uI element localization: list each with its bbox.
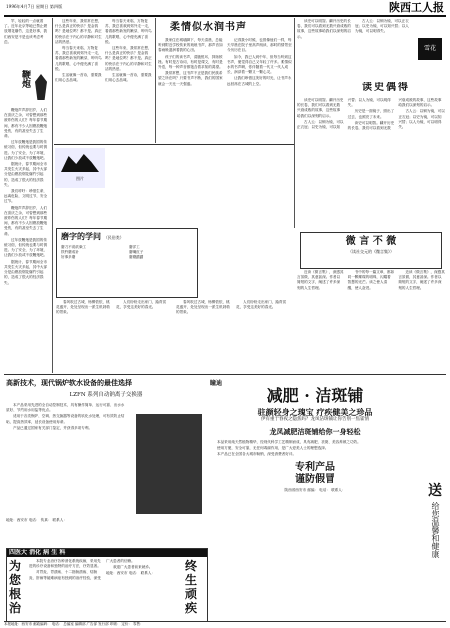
boiler-ad-headline: 高新技术，现代锅炉软水设备的最佳选择 <box>6 378 132 387</box>
footer-strip <box>4 621 446 628</box>
article1-para: 孩子们的读书声，清脆悦耳，抑扬顿挫。有时是古诗词，有时是课文，有时是外语，每一种声音都饱含着求知的渴望。 <box>158 54 223 70</box>
col-mid-para: 生活就像一首诗，需要我们用心去品味。 <box>55 73 102 83</box>
footer-text: 本报地址：西安市 邮政编码： 电话： 总编室 编辑部 广告部 发行部 印刷： 定价： 零售： <box>4 622 144 626</box>
weiyan-title: 微 言 不 微 <box>345 236 397 247</box>
right-col-top <box>297 19 409 71</box>
knowledge-byline: （民俗类） <box>103 235 124 240</box>
weiyan-para: 近读《微言集》，深感其言虽微，其意甚深。作者以简短的文字，阐述了许多深刻的人生哲理。 <box>398 270 445 290</box>
column-divider <box>294 18 295 228</box>
hospital-ad <box>6 548 208 622</box>
col-mid-para: 每当春天来临，万物复苏，我总喜欢到郊外走一走，看看那些新发的嫩芽，听听鸟儿的歌唱，心中便充满了喜悦。 <box>105 19 152 44</box>
bottom-left-para: 春风吹过古城，杨柳依依，桃花盛开，处处呈现出一派生机勃勃的景象。 <box>56 300 110 315</box>
cosmetic-mid-slogan: 龙凤减肥洁斑铺给你一身轻松 <box>269 427 361 436</box>
picture-caption: 图片 <box>76 176 84 181</box>
knowledge-item: 磨磨蹭蹭 <box>129 255 144 260</box>
masthead-rule <box>4 15 446 17</box>
cosmetic-sub-slogan: 伊有重于春夜之隐焦吗？龙凤洁斑铺让你告别一焦霍情 <box>261 417 369 422</box>
weiyan-para: 书中的每一篇文章，都如同一颗璀璨的明珠，闪耀着智慧的光芒。读之使人清醒，使人奋进。 <box>347 270 395 290</box>
hospital-left-char: 您 <box>9 573 22 587</box>
boiler-ad-para: 本产品采用先进的全自动控制技术，具有操作简单、运行可靠、出水水质好、节约用水用盐等优点。 <box>6 403 125 413</box>
col-left-figure-icon <box>35 74 47 100</box>
col-left-para: 鞭炮声声辞旧岁，人们在喜庆之余，可曾想到那些被炸伤的人们？每年春节期间，都有不少人因燃放鞭炮受伤，有的甚至失去了生命。 <box>4 108 48 139</box>
col-mid-para: 这些年来，我常常在想，什么是真正的快乐？是金钱吗？是地位吗？都不是。真正的快乐在于内心的平静和对生活的热爱。 <box>55 19 102 44</box>
col-left-top <box>4 19 50 67</box>
article1-para: 我家住在城墙脚下，每天清晨，总能听到附近学校传来的琅琅书声，那声音如春雨般滋润着我的心田。 <box>158 38 223 53</box>
vertical-slogan-text: 给您温馨和健康 <box>431 502 440 558</box>
knowledge-item: 磨嘴皮子 <box>129 250 144 255</box>
hospital-para: 欢迎广大患者前来就诊。 <box>113 565 153 570</box>
right-col-sub-heading: 读史偶得 <box>362 82 410 93</box>
cosmetic-brand-tag: 瞳迪 <box>210 380 223 387</box>
col-left-heading-block <box>5 68 51 106</box>
col-mid-para: 生活就像一首诗，需要我们用心去品味。 <box>105 73 152 83</box>
cosmetic-para: 本产品已在全国各大城市畅销，深受消费者好评。 <box>217 452 297 457</box>
col-left-para: 据统计，春节期间全市共发生火灾多起，其中大部分是由燃放烟花爆竹引起的，造成了很大的经济损失。 <box>4 259 48 285</box>
col-left-para: 竿，轻轻的一点就着了。近年北京等地已禁止燃放烟花爆竹，这是好事，我们西安是不是也该考虑考虑。 <box>4 19 48 44</box>
picture-block <box>55 148 105 188</box>
col-mid-2 <box>105 19 153 141</box>
hospital-left-char: 治 <box>9 601 22 615</box>
knowledge-item: 磨洋工 <box>129 245 140 249</box>
knowledge-box-title <box>57 229 197 245</box>
right-col-para: 古人云：以铜为镜，可以正衣冠；以史为镜，可以知兴替；以人为镜，可以明得失。 <box>398 109 445 130</box>
knowledge-box <box>56 228 198 298</box>
col-left-heading: 鞭炮 <box>20 70 30 88</box>
hospital-body <box>29 559 179 619</box>
knowledge-item: 磨刀不误砍柴工 <box>61 245 87 249</box>
cosmetic-body <box>210 440 420 458</box>
right-col-para: 读史可以明智。翻开历史的长卷，我们可以看到无数兴衰成败的故事，这些故事给我们以深刻的启示。 <box>297 19 351 39</box>
col-left-para: 我们呼吁：珍惜生命，远离危险，文明过节，安全过节。 <box>4 189 48 204</box>
cosmetic-contact: 陕西省西安市 邮编： 电话： 联系人： <box>284 487 346 492</box>
section-rule <box>54 144 294 145</box>
hospital-para: 本院专业治疗各种消化系统疾病，采用先进的诊疗设备和独特的治疗方法，疗效显著。 <box>29 559 101 569</box>
article1-title: 柔情似水润书声 <box>170 22 247 33</box>
hospital-para: 对胃炎、胃溃疡、十二指肠溃疡、结肠炎、肝病等疑难病症有独到的治疗经验，深受广大患者的信赖。 <box>29 559 135 580</box>
weiyan-subtitle: （读社交元的《微言集》） <box>348 249 394 254</box>
bottom-left-col <box>56 300 292 370</box>
right-col-seal: 雪花 <box>418 38 442 60</box>
col-left-para: 鞭炮声声辞旧岁，人们在喜庆之余，可曾想到那些被炸伤的人们？每年春节期间，都有不少人因燃放鞭炮受伤，有的甚至失去了生命。 <box>4 205 48 236</box>
hospital-left-char: 为 <box>9 559 22 573</box>
boiler-ad-product: LZFN 系列自动钠离子交换器 <box>69 392 143 398</box>
column-divider <box>155 18 156 143</box>
boiler-ad <box>6 378 206 546</box>
right-col-para: 读史可以明智。翻开历史的长卷，我们可以看到无数兴衰成败的故事，这些故事给我们以深刻的启示。 <box>347 98 442 131</box>
bottom-left-para: 人们纷纷走出家门，踏青赏花，享受这美好的春光。 <box>116 300 167 310</box>
masthead-paper-name: 陕西工人报 <box>389 1 444 14</box>
article1-para: 我常常想，这书声不正是我们民族希望之所在吗？只要书声不断，我们的国家就会一天比一天强盛。 <box>158 71 223 86</box>
hospital-contact: 地址：西安市 电话： 联系人： <box>106 571 156 576</box>
cosmetic-para: 使用方便，安全可靠，无任何毒副作用，是广大爱美人士的理想选择。 <box>217 446 329 451</box>
weiyan-block <box>300 232 442 269</box>
col-left-para: 过年放鞭炮是我国的传统习俗，但传统也要与时俱进。为了安全，为了环境，让我们少放或不放鞭炮吧。 <box>4 140 48 160</box>
col-left-para: 过年放鞭炮是我国的传统习俗，但传统也要与时俱进。为了安全，为了环境，让我们少放或不放鞭炮吧。 <box>4 237 48 258</box>
article1-para: 如今，我已人到中年，但每当听到这书声，便觉得自己又年轻了许多。柔情似水的书声啊，你伴随着一代又一代人成长，润泽着一颗又一颗心灵。 <box>227 54 292 75</box>
col-mid-para: 这些年来，我常常在想，什么是真正的快乐？是金钱吗？是地位吗？都不是。真正的快乐在于内心的平静和对生活的热爱。 <box>105 46 152 71</box>
col-mid <box>55 19 103 141</box>
cosmetic-ad <box>210 378 420 588</box>
cosmetic-slogan: 驻颜轻身之瑰宝 疗疾健美之珍品 <box>257 407 373 417</box>
vertical-slogan-big: 送 <box>428 483 442 499</box>
cosmetic-para: 本品采用纯天然植物精华，经现代科学工艺精制而成，具有减肥、祛斑、美容养颜之功效。 <box>217 440 361 444</box>
cosmetic-warning: 谨防假冒 <box>295 473 335 485</box>
vertical-slogan <box>422 480 448 620</box>
cosmetic-patent: 专利产品 <box>295 461 335 473</box>
article1-para: 让我们珍惜这美好的时光，让书声永远回荡在古城的上空。 <box>227 76 292 86</box>
boiler-ad-para: 产品已通过国家有关部门鉴定，并获得多项专利。 <box>13 425 93 430</box>
section-rule <box>4 374 446 375</box>
col-left-body <box>4 108 50 368</box>
bottom-left-para: 人们纷纷走出家门，踏青赏花，享受这美好的春光。 <box>236 300 287 310</box>
picture-graphic <box>61 152 99 172</box>
knowledge-item: 好事多磨 <box>61 255 76 260</box>
knowledge-item: 铁杵磨成针 <box>61 250 79 255</box>
right-col-body <box>297 98 445 228</box>
weiyan-body <box>297 270 445 370</box>
hospital-right-char: 终 <box>185 559 198 573</box>
column-divider <box>52 18 53 373</box>
boiler-ad-body <box>6 403 126 431</box>
right-col-para: 历史是一面镜子，照出了过去，也照亮了未来。 <box>347 109 395 119</box>
hospital-right-char: 生 <box>185 573 198 587</box>
col-mid-para: 每当春天来临，万物复苏，我总喜欢到郊外走一走，看看那些新发的嫩芽，听听鸟儿的歌唱，心中便充满了喜悦。 <box>55 46 102 71</box>
hospital-right-char: 疾 <box>185 601 198 615</box>
hospital-right-char: 顽 <box>185 587 198 601</box>
hospital-header: 四医大 消化 病 生 科 <box>7 549 207 557</box>
right-col-para: 读史可以明智。翻开历史的长卷，我们可以看到无数兴衰成败的故事，这些故事给我们以深刻的启示。 <box>297 98 344 118</box>
weiyan-para: 近读《微言集》，深感其言虽微，其意甚深。作者以简短的文字，阐述了许多深刻的人生哲理。 <box>297 270 344 290</box>
boiler-device-image <box>136 414 202 514</box>
right-col-para: 古人云：以铜为镜，可以正衣冠；以史为镜，可以知兴替；以人为镜，可以明得失。 <box>355 19 409 34</box>
article1-para: 记得我小时候，也曾像他们一样，每天早晨在院子里高声朗读，那时的情景至今历历在目。 <box>227 38 292 53</box>
cosmetic-big-title: 减肥 · 洁斑铺 <box>266 386 364 405</box>
col-left-para: 据统计，春节期间全市共发生火灾多起，其中大部分是由燃放烟花爆竹引起的，造成了很大的经济损失。 <box>4 162 48 187</box>
right-col-para: 古人云：以铜为镜，可以正衣冠；以史为镜，可以知兴替；以人为镜，可以明得失。 <box>297 98 391 130</box>
boiler-ad-para: 适用于各类锅炉、空调、热交换器等设备的软化水处理，可有效防止结垢，提高热效率，延长设备使用寿命。 <box>6 414 125 424</box>
article1-body <box>158 38 292 144</box>
bottom-left-para: 春风吹过古城，杨柳依依，桃花盛开，处处呈现出一派生机勃勃的景象。 <box>176 300 230 315</box>
knowledge-items <box>57 245 197 261</box>
boiler-ad-contact: 地址：西安市 电话： 传真： 联系人： <box>6 518 67 522</box>
hospital-right-chars <box>185 559 203 615</box>
hospital-left-char: 根 <box>9 587 22 601</box>
hospital-left-chars <box>9 559 27 615</box>
masthead-date: 1996年4月7日 星期日 第四版 <box>6 4 63 9</box>
knowledge-title: 磨字的学问 <box>61 231 101 241</box>
